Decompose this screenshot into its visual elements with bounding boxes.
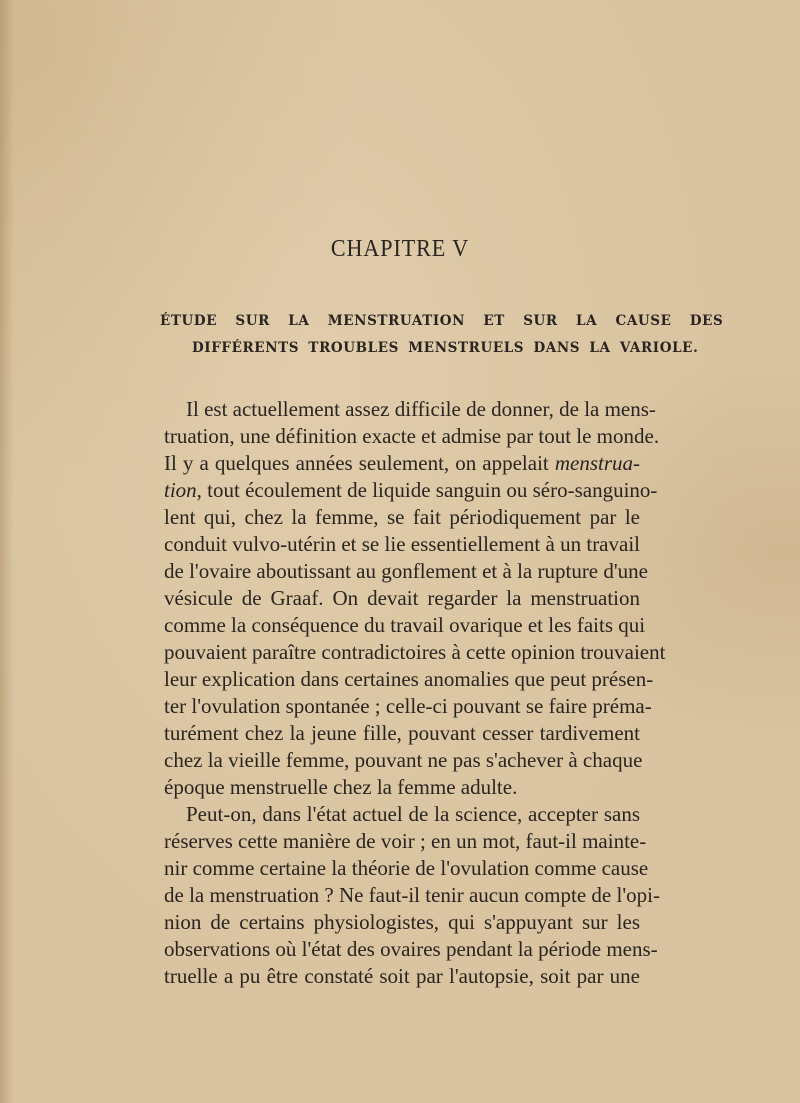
text-line: lent qui, chez la femme, se fait périodiquement par le bbox=[164, 505, 640, 529]
chapter-subtitle-line-1: ÉTUDE SUR LA MENSTRUATION ET SUR LA CAUSE DES bbox=[160, 313, 724, 329]
text-line bbox=[164, 477, 658, 504]
text-line: pouvaient paraître contradictoires à cette opinion trouvaient bbox=[164, 640, 666, 664]
text-line: Peut-on, dans l'état actuel de la science, accepter sans bbox=[186, 802, 640, 826]
text-line: truation, une définition exacte et admise par tout le monde. bbox=[164, 424, 660, 448]
text-line: réserves cette manière de voir ; en un mot, faut-il mainte- bbox=[164, 829, 647, 853]
text-line: turément chez la jeune fille, pouvant cesser tardivement bbox=[164, 721, 640, 745]
text-line: nion de certains physiologistes, qui s'appuyant sur les bbox=[164, 910, 640, 934]
text-segment: Il y a quelques années seulement, on appelait bbox=[164, 451, 555, 475]
text-line: truelle a pu être constaté soit par l'autopsie, soit par une bbox=[164, 964, 640, 988]
text-line: époque menstruelle chez la femme adulte. bbox=[164, 775, 518, 799]
text-line: comme la conséquence du travail ovarique et les faits qui bbox=[164, 613, 646, 637]
text-line: de la menstruation ? Ne faut-il tenir aucun compte de l'opi- bbox=[164, 883, 660, 907]
text-line: observations où l'état des ovaires pendant la période mens- bbox=[164, 937, 658, 961]
text-line: ter l'ovulation spontanée ; celle-ci pouvant se faire préma- bbox=[164, 694, 652, 718]
text-line: leur explication dans certaines anomalies que peut présen- bbox=[164, 667, 654, 691]
text-line: de l'ovaire aboutissant au gonflement et à la rupture d'une bbox=[164, 559, 648, 583]
text-line: chez la vieille femme, pouvant ne pas s'achever à chaque bbox=[164, 748, 643, 772]
italic-term: menstrua- bbox=[554, 451, 640, 475]
chapter-title: CHAPITRE V bbox=[330, 236, 470, 262]
chapter-subtitle-line-2: DIFFÉRENTS TROUBLES MENSTRUELS DANS LA VARIOLE. bbox=[192, 340, 699, 356]
text-line: nir comme certaine la théorie de l'ovulation comme cause bbox=[164, 856, 649, 880]
text-line: conduit vulvo-utérin et se lie essentiellement à un travail bbox=[164, 532, 640, 556]
text-line: Il est actuellement assez difficile de donner, de la mens- bbox=[186, 397, 656, 421]
body-text bbox=[164, 396, 666, 990]
text-line bbox=[164, 450, 640, 477]
page-edge-shadow bbox=[0, 0, 14, 1103]
italic-term: tion bbox=[164, 478, 197, 502]
text-segment: , tout écoulement de liquide sanguin ou séro-sanguino- bbox=[196, 478, 658, 502]
text-line: vésicule de Graaf. On devait regarder la menstruation bbox=[164, 586, 640, 610]
